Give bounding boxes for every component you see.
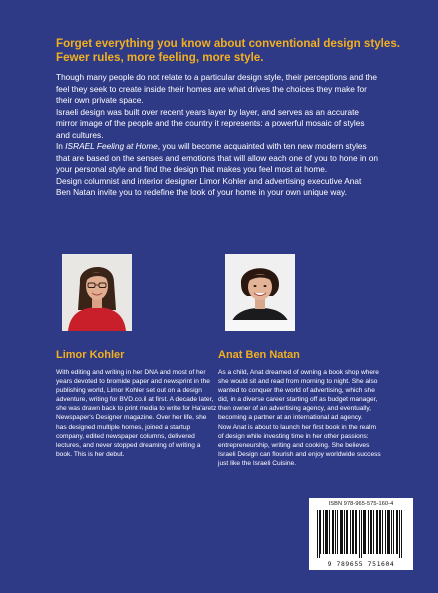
headline-line-2: Fewer rules, more feeling, more style.: [56, 51, 264, 64]
barcode-bar: [397, 510, 398, 554]
intro-paragraph-3: [56, 141, 378, 176]
barcode-bar: [387, 510, 388, 554]
barcode-bar: [333, 510, 334, 554]
intro-p3-after: , you will become acquainted with ten new modern styles that are based on the senses and emotions that will allow each one of you to hone in on your personal style and find the design that makes you feel most at home.: [56, 141, 378, 174]
barcode-bar: [353, 510, 354, 554]
barcode-bar: [401, 510, 402, 558]
barcode-bar: [352, 510, 353, 554]
barcode-bar: [368, 510, 369, 554]
anat-ben-natan-bio: [218, 368, 382, 468]
anat-ben-natan-photo: [225, 254, 295, 331]
intro-paragraph-1: Though many people do not relate to a particular design style, their perceptions and the feel they seek to create inside their homes are what drives the choices they make for their own private space.: [56, 72, 378, 105]
isbn-label: ISBN 978-965-575-160-4: [328, 501, 394, 507]
limor-kohler-bio: [56, 368, 218, 459]
limor-kohler-photo: [62, 254, 132, 331]
anat-ben-natan-name: Anat Ben Natan: [218, 349, 300, 361]
barcode-bar: [319, 510, 320, 558]
limor-portrait-image: [62, 254, 132, 331]
barcode-bar: [329, 510, 330, 554]
barcode-bar: [373, 510, 374, 554]
barcode-bar: [335, 510, 336, 554]
barcode-bar: [361, 510, 362, 558]
barcode-bar: [371, 510, 372, 554]
headline: [56, 37, 401, 65]
barcode-bar: [342, 510, 343, 554]
barcode-bar: [370, 510, 371, 554]
barcode-bar: [347, 510, 348, 554]
barcode-bar: [377, 510, 378, 554]
limor-bio-text: With editing and writing in her DNA and most of her years devoted to bromide paper and newsprint in the publishing world, Limor Kohler set out on a design adventure, writing for BVD.co.il at first. A decade later, she was drawn back to print media to write for Ha'aretz Newspaper's Designer magazine. Over her life, she has designed multiple homes, joined a startup company, edited newspaper columns, delivered lectures, and never stopped dreaming of writing a book. This is her debut.: [56, 369, 217, 458]
barcode-bar: [325, 510, 326, 554]
barcode-bar: [327, 510, 328, 554]
barcode-bar: [337, 510, 338, 554]
anat-bio-paragraph-1: As a child, Anat dreamed of owning a book shop where she would sit and read from morning to night. She also wanted to conquer the world of advertising, which she did, in a diverse career starting off as budget manager, then owner of an advertising agency, and eventually, becoming a partner at an international ad agency.: [218, 369, 379, 422]
barcode-bar: [326, 510, 327, 554]
barcode-bar: [332, 510, 333, 554]
barcode-bar: [389, 510, 390, 554]
barcode-bar: [359, 510, 360, 558]
book-title: ISRAEL Feeling at Home: [65, 141, 158, 151]
barcode-bar: [355, 510, 356, 554]
intro-paragraph-2: Israeli design was built over recent years layer by layer, and serves as an accurate mirror image of the people and the country it represents: a powerful mosaic of styles and cultures.: [56, 106, 365, 140]
barcode-bar: [323, 510, 324, 554]
barcode-bar: [391, 510, 392, 554]
barcode-bar: [365, 510, 366, 554]
intro-text: [56, 72, 378, 199]
barcode-bar: [380, 510, 381, 554]
barcode-bar: [356, 510, 357, 554]
barcode-bar: [320, 510, 321, 554]
barcode-bar: [341, 510, 342, 554]
barcode-bar: [379, 510, 380, 554]
barcode-bar: [363, 510, 364, 554]
barcode-bar: [364, 510, 365, 554]
isbn-barcode: [309, 498, 413, 570]
intro-p3-before: In: [56, 141, 66, 151]
barcode-bars: [315, 510, 407, 558]
intro-paragraph-4: Design columnist and interior designer Limor Kohler and advertising executive Anat Ben Natan invite you to redefine the look of your home in your own unique way.: [56, 175, 362, 197]
anat-bio-paragraph-2: Now Anat is about to launch her first book in the realm of design while investing time in her other passions: entrepreneurship, writing and cooking. She believes Israeli Design can flourish and enjoy worldwide success just like the Israeli Cuisine.: [218, 423, 381, 467]
barcode-bar: [396, 510, 397, 554]
barcode-bar: [393, 510, 394, 554]
barcode-bar: [344, 510, 345, 554]
barcode-bar: [388, 510, 389, 554]
limor-kohler-name: Limor Kohler: [56, 349, 125, 361]
barcode-bar: [350, 510, 351, 554]
headline-line-1: Forget everything you know about conventional design styles.: [56, 37, 401, 50]
barcode-bar: [382, 510, 383, 554]
anat-portrait-image: [225, 254, 295, 331]
barcode-bar: [346, 510, 347, 554]
barcode-bar: [340, 510, 341, 554]
barcode-bar: [385, 510, 386, 554]
barcode-digits: 9 789655 751604: [327, 560, 395, 568]
barcode-bar: [376, 510, 377, 554]
barcode-bar: [399, 510, 400, 558]
barcode-bar: [317, 510, 318, 558]
